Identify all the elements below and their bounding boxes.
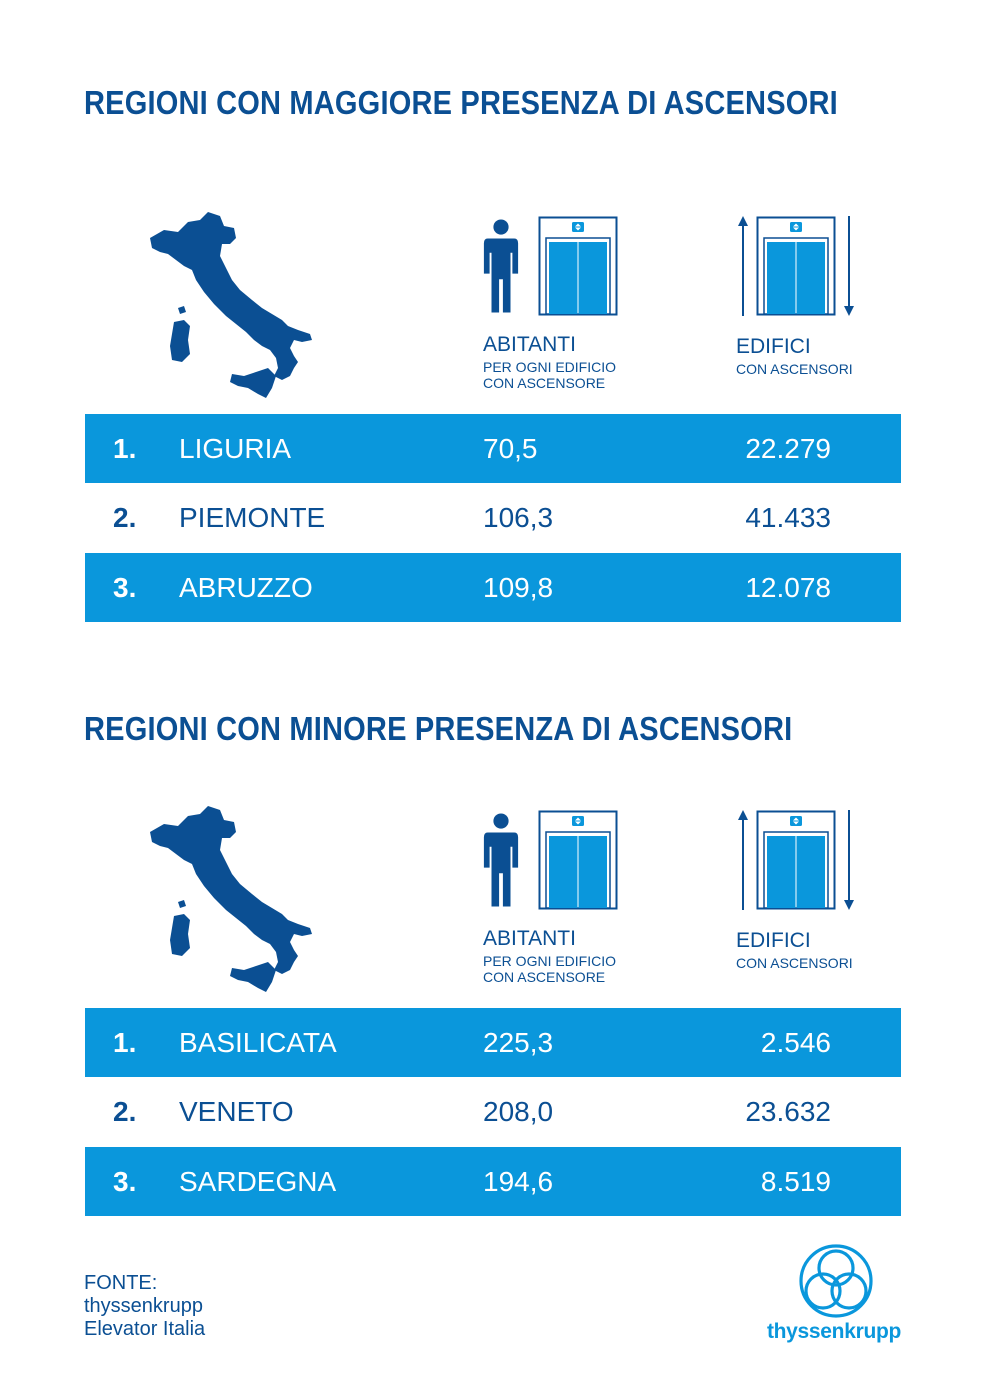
region-name: PIEMONTE <box>179 502 326 533</box>
rank: 1. <box>113 432 137 464</box>
abitanti-value: 70,5 <box>483 432 538 464</box>
up-arrow-icon <box>738 810 748 910</box>
person-icon <box>482 216 520 316</box>
region-name: BASILICATA <box>179 1026 337 1058</box>
table-row <box>85 553 901 622</box>
section-title: REGIONI CON MINORE PRESENZA DI ASCENSORI <box>84 710 793 747</box>
edifici-label-sub1: CON ASCENSORI <box>736 361 853 378</box>
source-note <box>84 1272 205 1341</box>
edifici-label-title: EDIFICI <box>736 335 811 358</box>
region-name: ABRUZZO <box>179 571 313 603</box>
table-row <box>85 1008 901 1077</box>
rank: 1. <box>113 1026 137 1058</box>
edifici-value: 12.078 <box>745 571 831 603</box>
abitanti-icon-group <box>478 808 620 910</box>
italy-map-icon <box>140 802 320 998</box>
elevator-icon <box>756 216 836 316</box>
table-row <box>85 1077 901 1147</box>
abitanti-label-sub1: PER OGNI EDIFICIO <box>483 359 617 376</box>
edifici-label-sub1: CON ASCENSORI <box>736 955 853 972</box>
ranking-table <box>85 1008 901 1216</box>
table-row <box>85 414 901 483</box>
rank: 3. <box>113 571 137 603</box>
abitanti-label-sub2: CON ASCENSORE <box>483 969 606 986</box>
thyssenkrupp-logo <box>762 1238 906 1348</box>
elevator-icon <box>538 810 618 910</box>
elevator-icon <box>756 810 836 910</box>
abitanti-label-sub1: PER OGNI EDIFICIO <box>483 953 617 970</box>
abitanti-label <box>483 333 653 391</box>
ranking-table <box>85 414 901 622</box>
edifici-value: 8.519 <box>760 1165 831 1197</box>
abitanti-value: 106,3 <box>483 502 554 533</box>
source-line-company: thyssenkrupp <box>84 1295 203 1317</box>
region-name: LIGURIA <box>179 432 292 464</box>
italy-map-icon <box>140 208 320 404</box>
source-line-division: Elevator Italia <box>84 1318 206 1340</box>
down-arrow-icon <box>844 216 854 316</box>
edifici-icon-group <box>736 808 856 910</box>
region-name: VENETO <box>179 1096 294 1127</box>
abitanti-value: 208,0 <box>483 1096 554 1127</box>
rank: 2. <box>113 1096 137 1127</box>
person-icon <box>482 810 520 910</box>
rank: 2. <box>113 502 137 533</box>
abitanti-label-sub2: CON ASCENSORE <box>483 375 606 392</box>
edifici-value: 22.279 <box>745 432 831 464</box>
edifici-icon-group <box>736 214 856 316</box>
table-row <box>85 483 901 553</box>
elevator-icon <box>538 216 618 316</box>
source-label: FONTE: <box>84 1272 158 1294</box>
abitanti-label <box>483 927 653 985</box>
region-name: SARDEGNA <box>179 1165 337 1197</box>
abitanti-value: 225,3 <box>483 1026 554 1058</box>
table-row <box>85 1147 901 1216</box>
logo-text: thyssenkrupp <box>766 1320 902 1343</box>
thyssenkrupp-logo-icon <box>796 1244 876 1318</box>
edifici-value: 23.632 <box>745 1096 831 1127</box>
edifici-label-title: EDIFICI <box>736 929 811 952</box>
section-title: REGIONI CON MAGGIORE PRESENZA DI ASCENSORI <box>84 84 838 121</box>
edifici-value: 2.546 <box>760 1026 831 1058</box>
abitanti-value: 109,8 <box>483 571 554 603</box>
abitanti-value: 194,6 <box>483 1165 554 1197</box>
abitanti-label-title: ABITANTI <box>483 333 576 356</box>
abitanti-label-title: ABITANTI <box>483 927 576 950</box>
down-arrow-icon <box>844 810 854 910</box>
up-arrow-icon <box>738 216 748 316</box>
edifici-label <box>736 335 896 377</box>
edifici-label <box>736 929 896 971</box>
edifici-value: 41.433 <box>745 502 831 533</box>
abitanti-icon-group <box>478 214 620 316</box>
rank: 3. <box>113 1165 137 1197</box>
